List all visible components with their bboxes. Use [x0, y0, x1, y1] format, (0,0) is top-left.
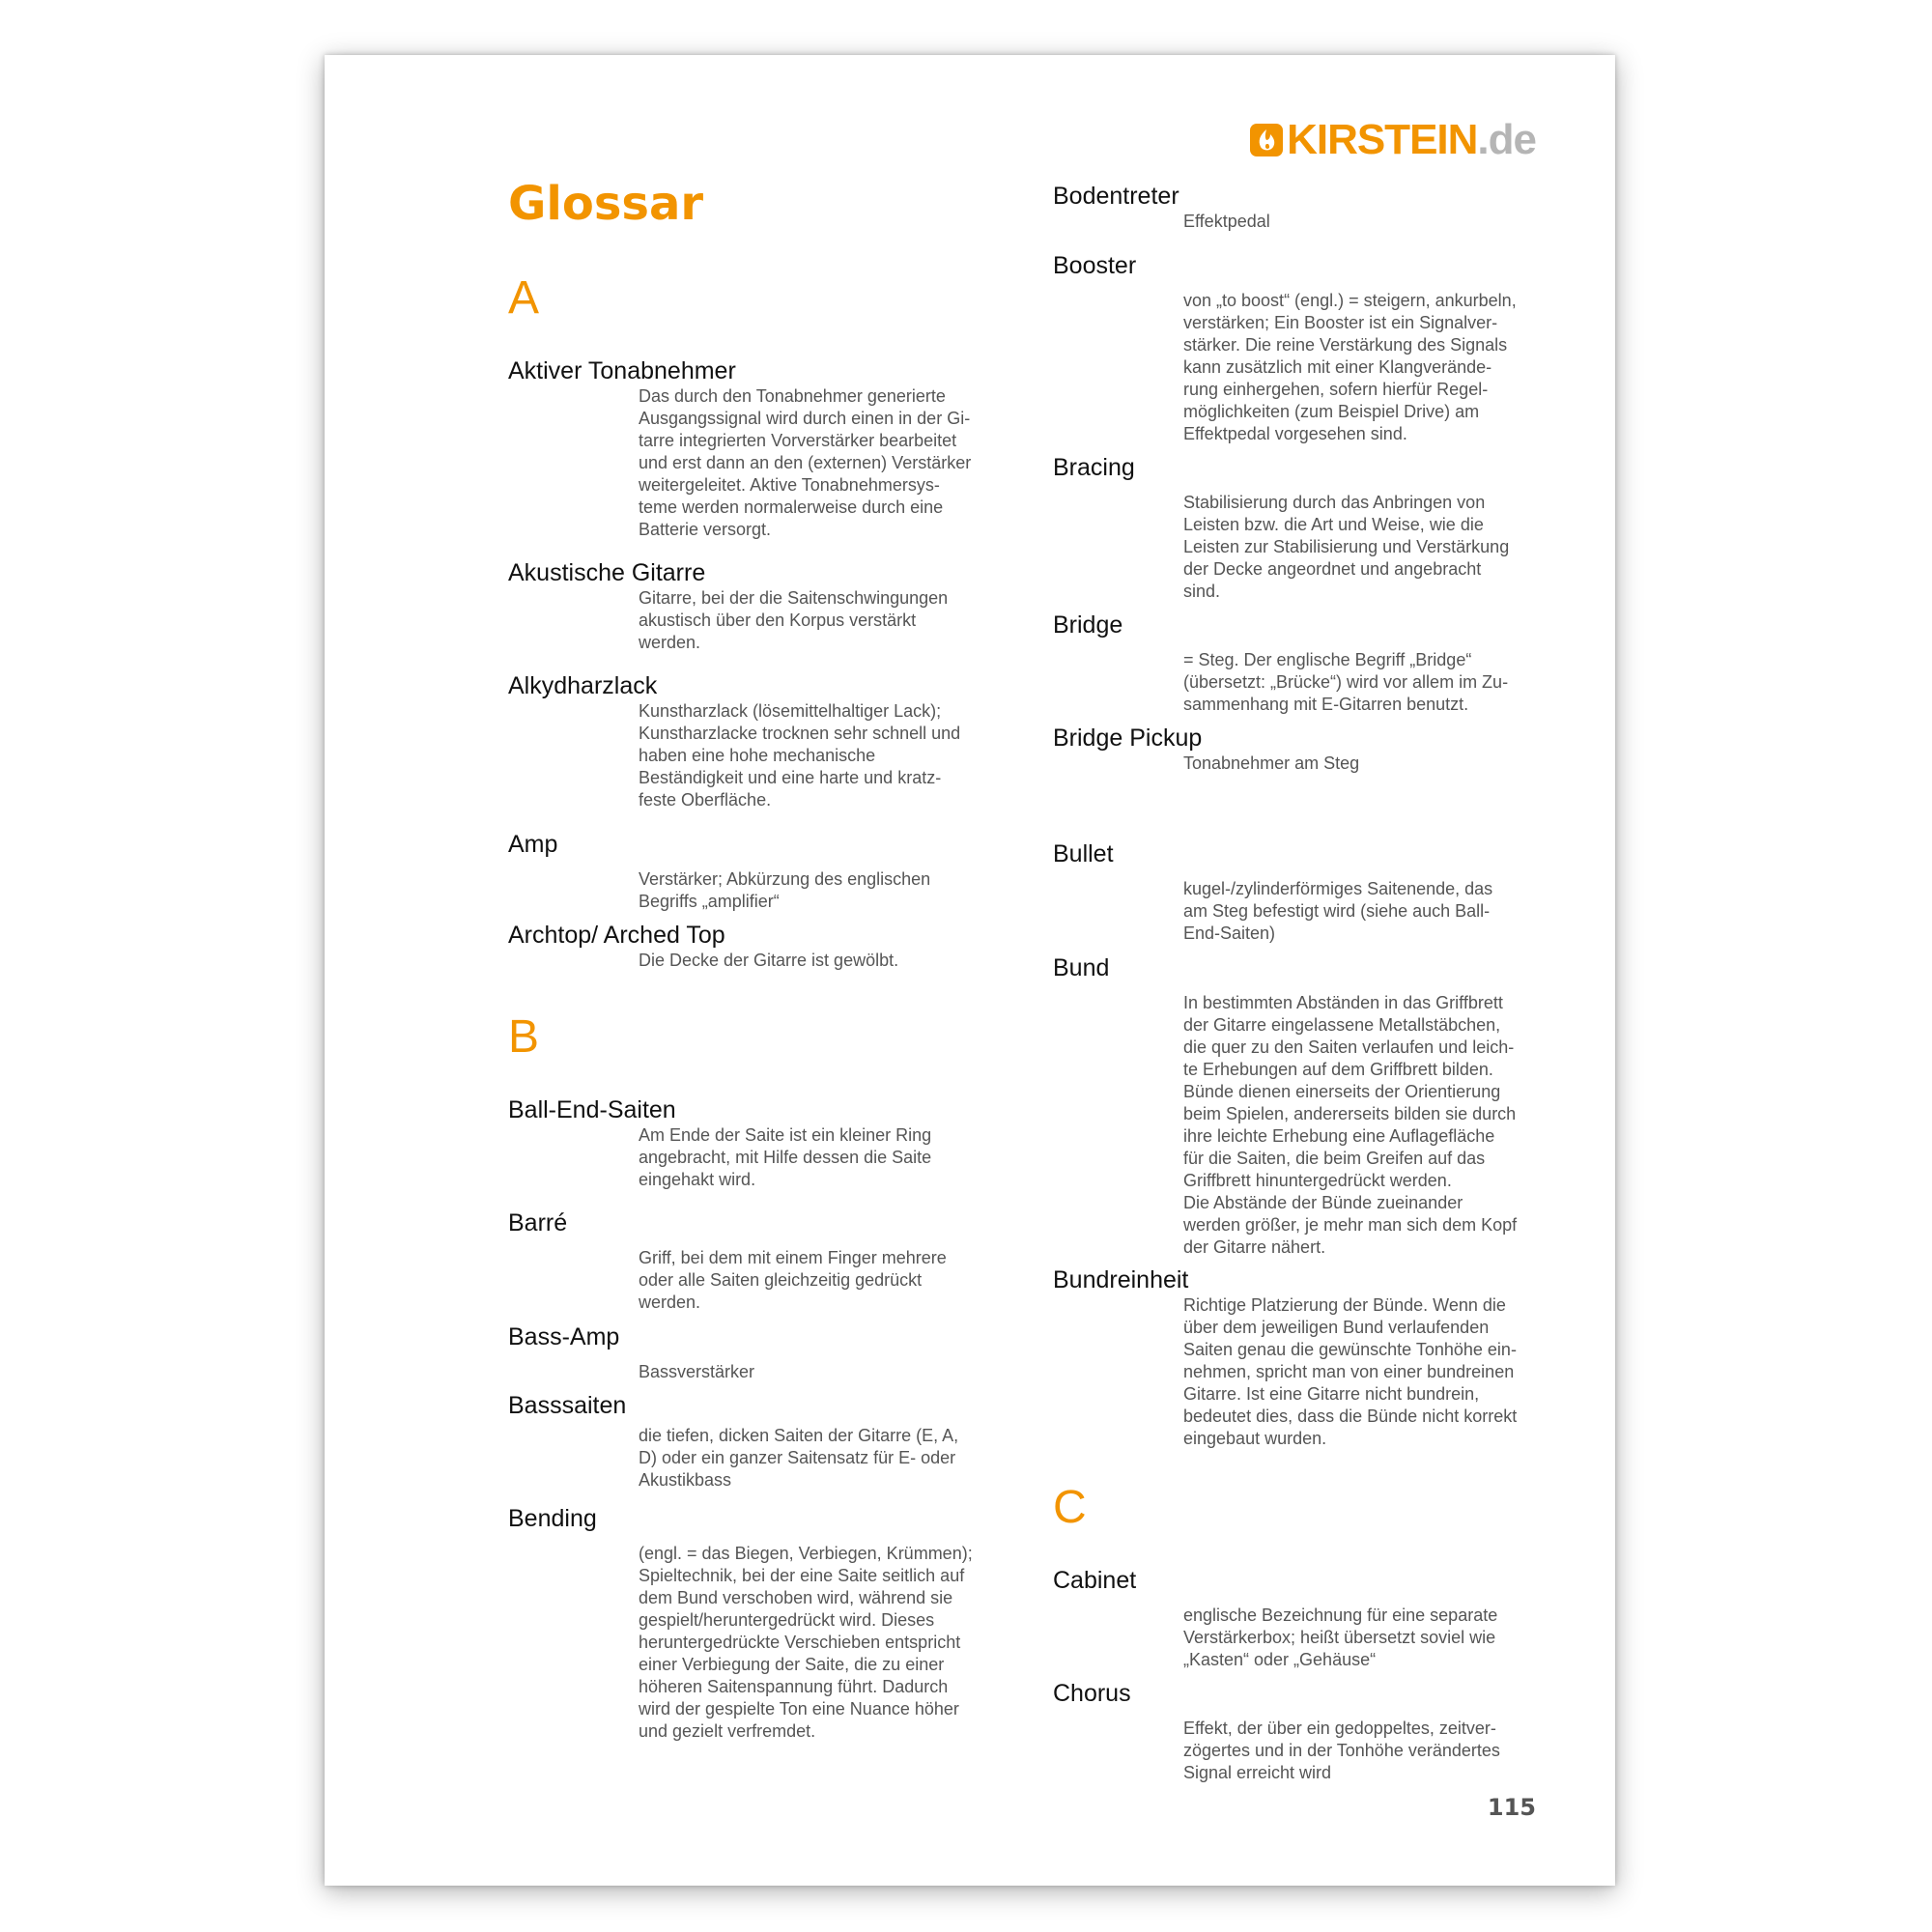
glossary-entry — [508, 1322, 754, 1383]
page-title: Glossar — [508, 177, 704, 231]
entry-definition: von „to boost“ (engl.) = steigern, ankurbeln, verstärken; Ein Booster ist ein Signalver- stärker. Die reine Verstärkung des Signals kann zusätzlich mit einer Klangverände- rung einhergehen, sofern hierfür Regel- möglichkeiten (zum Beispiel Drive) am Effektpedal vorgesehen sind. — [1183, 291, 1517, 443]
glossary-entry — [508, 671, 960, 811]
entry-term: Amp — [508, 831, 558, 858]
entry-definition: Effekt, der über ein gedoppeltes, zeitver- zögertes und in der Tonhöhe verändertes Signal erreicht wird — [1183, 1719, 1500, 1782]
entry-term: Ball-End-Saiten — [508, 1096, 676, 1123]
entry-definition: Bassverstärker — [639, 1362, 755, 1381]
glossary-entry — [508, 1391, 958, 1492]
glossary-entry — [1053, 839, 1492, 945]
glossary-entry — [1053, 611, 1508, 716]
glossary-entry — [508, 558, 948, 654]
entry-term: Bridge Pickup — [1053, 724, 1203, 752]
glossary-entry — [1053, 1566, 1497, 1671]
entry-definition: Das durch den Tonabnehmer generierte Ausgangssignal wird durch einen in der Gi- tarre integrierten Vorverstärker bearbeitet und erst dann an den (externen) Verstärker weitergeleitet. Aktive Tonabnehmersys- teme werden normalerweise durch eine Batterie versorgt. — [639, 386, 972, 539]
page-number: 115 — [1487, 1794, 1536, 1821]
entry-term: Bracing — [1053, 454, 1135, 481]
entry-definition: die tiefen, dicken Saiten der Gitarre (E, A, D) oder ein ganzer Saitensatz für E- oder Akustikbass — [639, 1426, 959, 1490]
glossary-page — [325, 55, 1615, 1886]
entry-term: Bridge — [1053, 611, 1123, 639]
entry-term: Bodentreter — [1053, 183, 1179, 210]
glossary-entry — [508, 1095, 931, 1191]
glossary-entry — [1053, 724, 1359, 775]
entry-definition: (engl. = das Biegen, Verbiegen, Krümmen); Spieltechnik, bei der eine Saite seitlich auf dem Bund verschoben wird, während sie gespielt/heruntergedrückt wird. Dieses heruntergedrückte Verschieben entspricht einer Verbiegung der Saite, die zu einer höheren Saitenspannung führt. Dadurch wird der gespielte Ton eine Nuance höher und gezielt verfremdet. — [639, 1544, 973, 1741]
glossary-entry — [1053, 453, 1509, 603]
entry-term: Basssaiten — [508, 1392, 627, 1419]
entry-definition: In bestimmten Abständen in das Griffbrett der Gitarre eingelassene Metallstäbchen, die quer zu den Saiten verlaufen und leich- te Erhebungen auf dem Griffbrett bilden. Bünde dienen einerseits der Orientierung beim Spielen, andererseits bilden sie durch ihre leichte Erhebung eine Auflagefläche für die Saiten, die beim Greifen auf das Griffbrett hinuntergedrückt werden. Die Abstände der Bünde zueinander werden größer, je mehr man sich dem Kopf der Gitarre nähert. — [1183, 993, 1518, 1257]
glossary-entry — [1053, 953, 1517, 1259]
entry-definition: Richtige Platzierung der Bünde. Wenn die über dem jeweiligen Bund verlaufenden Saiten genau die gewünschte Tonhöhe ein- nehmen, spricht man von einer bundreinen Gitarre. Ist eine Gitarre nicht bundrein, bedeutet dies, dass die Bünde nicht korrekt eingebaut wurden. — [1183, 1295, 1518, 1448]
entry-definition: Verstärker; Abkürzung des englischen Begriffs „amplifier“ — [639, 869, 931, 911]
section-letter-c: C — [1053, 1482, 1087, 1533]
entry-term: Barré — [508, 1209, 568, 1236]
entry-definition: Tonabnehmer am Steg — [1183, 753, 1360, 773]
entry-definition: kugel-/zylinderförmiges Saitenende, das am Steg befestigt wird (siehe auch Ball- End-Saiten) — [1183, 879, 1493, 943]
entry-definition: Am Ende der Saite ist ein kleiner Ring angebracht, mit Hilfe dessen die Saite eingehakt wird. — [639, 1125, 932, 1189]
entry-definition: englische Bezeichnung für eine separate Verstärkerbox; heißt übersetzt soviel wie „Kasten“ oder „Gehäuse“ — [1183, 1605, 1498, 1669]
entry-term: Archtop/ Arched Top — [508, 922, 725, 949]
glossary-entry — [508, 921, 898, 972]
entry-term: Bullet — [1053, 840, 1114, 867]
glossary-entry — [1053, 1265, 1517, 1450]
logo-tld: .de — [1477, 116, 1536, 163]
entry-definition: Kunstharzlack (lösemittelhaltiger Lack); Kunstharzlacke trocknen sehr schnell und haben eine hohe mechanische Beständigkeit und eine harte und kratz- feste Oberfläche. — [639, 701, 961, 810]
entry-term: Booster — [1053, 252, 1137, 279]
glossary-entry — [1053, 182, 1270, 233]
entry-term: Bending — [508, 1505, 597, 1532]
entry-definition: Gitarre, bei der die Saitenschwingungen akustisch über den Korpus verstärkt werden. — [639, 588, 949, 652]
entry-definition: = Steg. Der englische Begriff „Bridge“ (übersetzt: „Brücke“) wird vor allem im Zu- sammenhang mit E-Gitarren benutzt. — [1183, 650, 1509, 714]
entry-term: Bass-Amp — [508, 1323, 620, 1350]
logo-brand: KIRSTEIN — [1287, 116, 1478, 163]
glossary-entry — [508, 830, 930, 913]
glossary-entry — [508, 1504, 973, 1743]
entry-definition: Stabilisierung durch das Anbringen von Leisten bzw. die Art und Weise, wie die Leisten zur Stabilisierung und Verstärkung der Decke angeordnet und angebracht sind. — [1183, 493, 1510, 601]
glossary-entry — [508, 1208, 947, 1314]
entry-term: Bundreinheit — [1053, 1266, 1189, 1293]
kirstein-logo — [1250, 116, 1536, 163]
glossary-entry — [1053, 251, 1517, 445]
entry-term: Aktiver Tonabnehmer — [508, 357, 736, 384]
entry-term: Akustische Gitarre — [508, 559, 706, 586]
glossary-entry — [508, 356, 971, 541]
section-letter-b: B — [508, 1011, 540, 1063]
glossary-entry — [1053, 1679, 1500, 1784]
section-letter-a: A — [508, 272, 540, 324]
entry-definition: Griff, bei dem mit einem Finger mehrere oder alle Saiten gleichzeitig gedrückt werden. — [639, 1248, 947, 1312]
entry-definition: Effektpedal — [1183, 212, 1270, 231]
entry-term: Cabinet — [1053, 1567, 1137, 1594]
entry-definition: Die Decke der Gitarre ist gewölbt. — [639, 951, 899, 970]
entry-term: Bund — [1053, 954, 1110, 981]
entry-term: Chorus — [1053, 1680, 1131, 1707]
flame-logo-icon — [1250, 124, 1283, 156]
entry-term: Alkydharzlack — [508, 672, 658, 699]
